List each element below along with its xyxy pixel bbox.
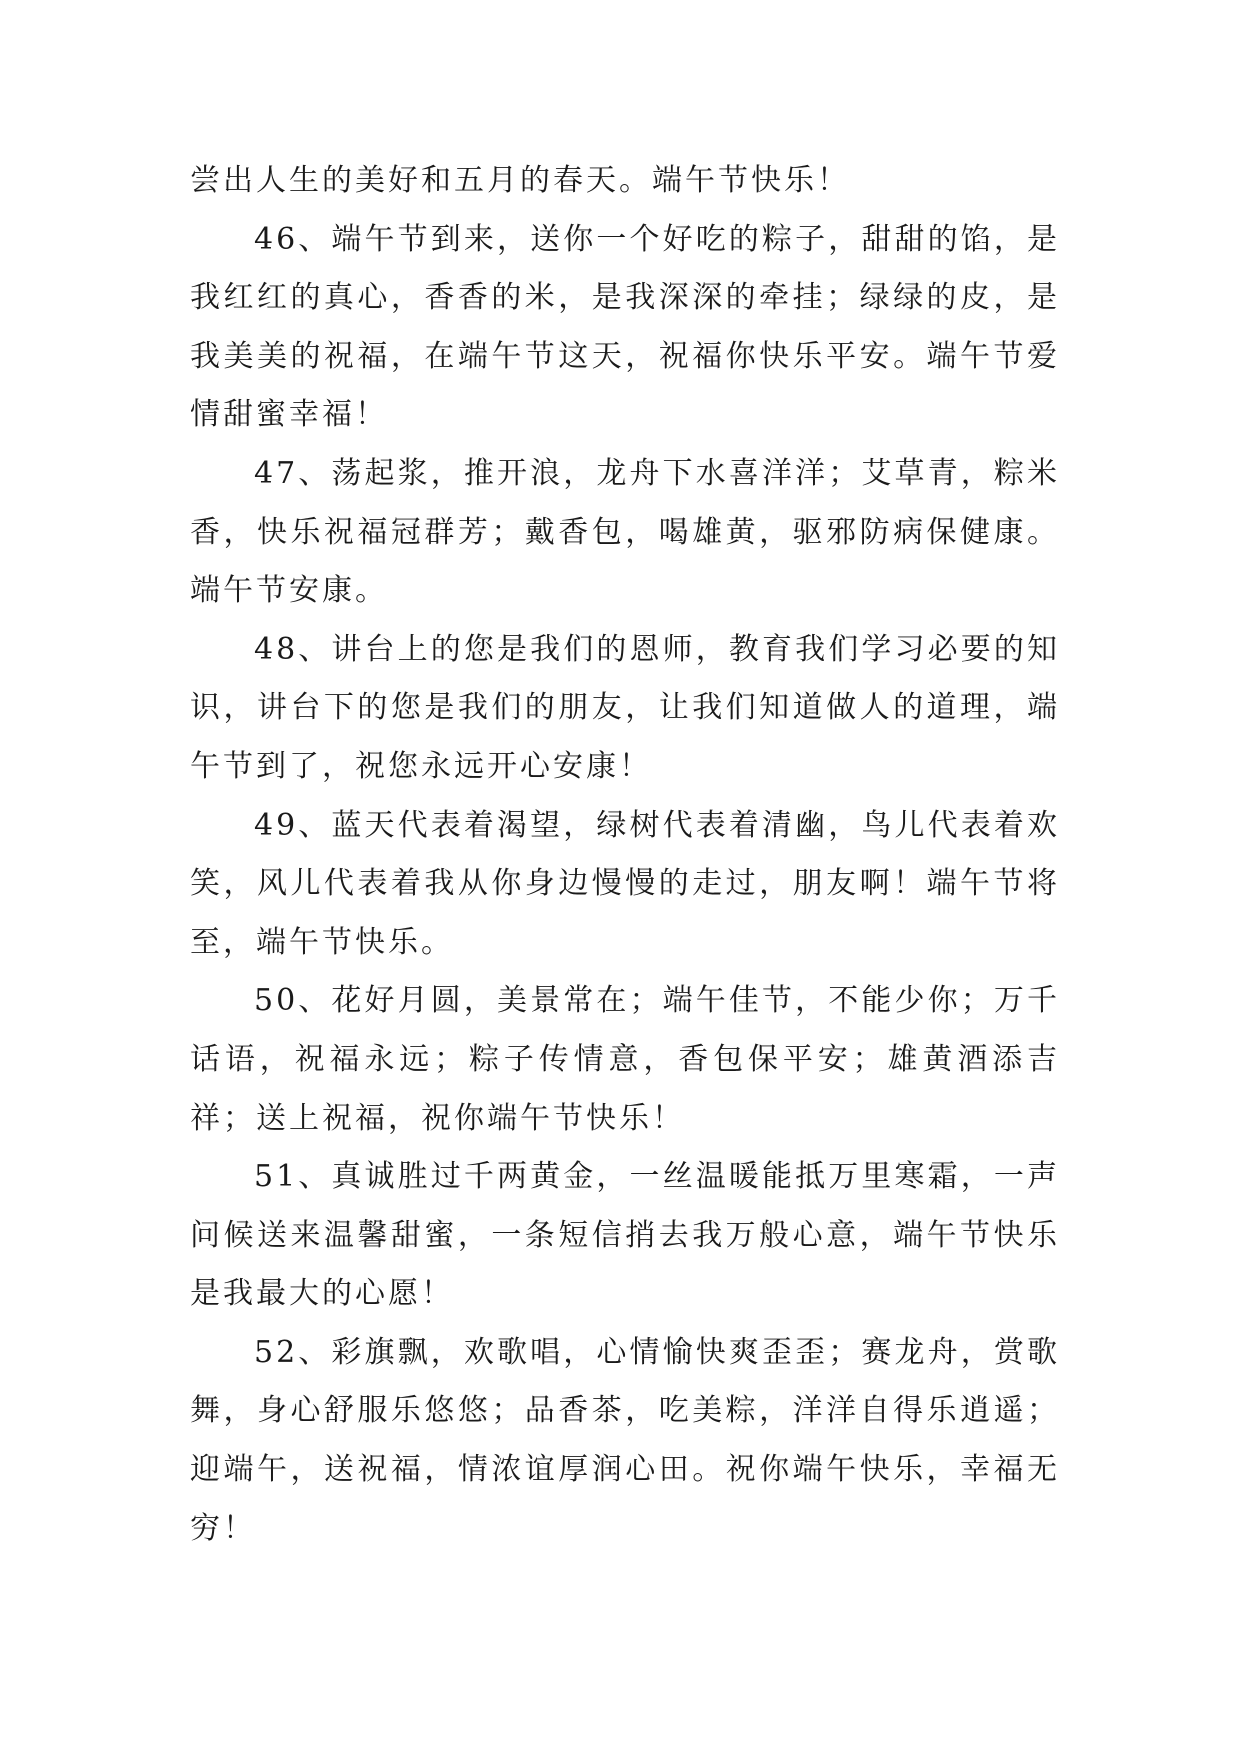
paragraph-continuation: 尝出人生的美好和五月的春天。端午节快乐！ [190,163,850,198]
paragraph-item-51: 51、真诚胜过千两黄金，一丝温暖能抵万里寒霜，一声问候送来温馨甜蜜，一条短信捎去我万般心意，端午节快乐是我最大的心愿！ [190,1159,1060,1312]
document-body [190,152,1060,1558]
paragraph-item-50: 50、花好月圆，美景常在；端午佳节，不能少你；万千话语，祝福永远；粽子传情意，香包保平安；雄黄酒添吉祥；送上祝福，祝你端午节快乐！ [190,983,1060,1136]
paragraph-item-49: 49、蓝天代表着渴望，绿树代表着清幽，鸟儿代表着欢笑，风儿代表着我从你身边慢慢的走过，朋友啊！端午节将至，端午节快乐。 [190,807,1060,960]
paragraph-item-52: 52、彩旗飘，欢歌唱，心情愉快爽歪歪；赛龙舟，赏歌舞，身心舒服乐悠悠；品香茶，吃美粽，洋洋自得乐逍遥；迎端午，送祝福，情浓谊厚润心田。祝你端午快乐，幸福无穷！ [190,1334,1060,1546]
paragraph-item-48: 48、讲台上的您是我们的恩师，教育我们学习必要的知识，讲台下的您是我们的朋友，让我们知道做人的道理，端午节到了，祝您永远开心安康！ [190,631,1060,784]
paragraph-item-47: 47、荡起浆，推开浪，龙舟下水喜洋洋；艾草青，粽米香，快乐祝福冠群芳；戴香包，喝雄黄，驱邪防病保健康。端午节安康。 [190,455,1060,609]
paragraph-item-46: 46、端午节到来，送你一个好吃的粽子，甜甜的馅，是我红红的真心，香香的米，是我深深的牵挂；绿绿的皮，是我美美的祝福，在端午节这天，祝福你快乐平安。端午节爱情甜蜜幸福！ [190,221,1060,433]
